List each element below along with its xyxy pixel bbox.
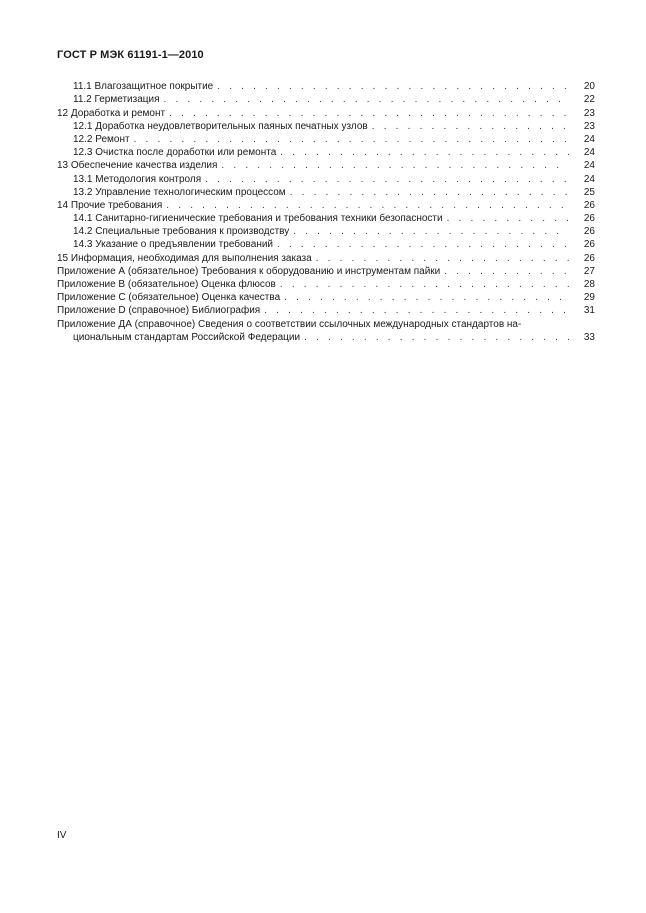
toc-entry[interactable] xyxy=(57,120,595,133)
toc-entry[interactable] xyxy=(57,225,595,238)
toc-entry-label: 13.1 Методология контроля xyxy=(73,173,202,185)
toc-entry-page: 27 xyxy=(583,265,595,277)
toc-entry-label: циональным стандартам Российской Федерации xyxy=(73,331,301,343)
toc-entry-page: 29 xyxy=(583,292,595,304)
dot-leader xyxy=(164,93,569,106)
dot-leader xyxy=(217,80,569,93)
toc-entry-page: 26 xyxy=(583,252,595,264)
dot-leader xyxy=(444,265,569,278)
toc-entry-page: 26 xyxy=(583,213,595,225)
document-header: ГОСТ Р МЭК 61191-1—2010 xyxy=(57,49,204,61)
toc-entry-page: 31 xyxy=(583,305,595,317)
toc-entry-page: 24 xyxy=(583,147,595,159)
toc-entry-label: 13 Обеспечение качества изделия xyxy=(57,160,218,172)
dot-leader xyxy=(169,107,569,120)
dot-leader xyxy=(264,304,569,317)
toc-entry[interactable] xyxy=(57,172,595,185)
toc-entry-page: 24 xyxy=(583,160,595,172)
toc-entry-label: 13.2 Управление технологическим процессом xyxy=(73,186,286,198)
dot-leader xyxy=(284,291,569,304)
dot-leader xyxy=(290,186,569,199)
toc-entry-label: 12 Доработка и ремонт xyxy=(57,107,166,119)
dot-leader xyxy=(372,120,569,133)
toc-entry-page: 26 xyxy=(583,239,595,251)
toc-entry[interactable] xyxy=(57,251,595,264)
toc-entry-label: 11.1 Влагозащитное покрытие xyxy=(73,81,214,93)
toc-entry-label: Приложение С (обязательное) Оценка качества xyxy=(57,292,281,304)
dot-leader xyxy=(447,212,569,225)
toc-entry-label: Приложение А (обязательное) Требования к оборудованию и инструментам пайки xyxy=(57,265,441,277)
toc-entry-page: 23 xyxy=(583,107,595,119)
toc-entry[interactable] xyxy=(57,212,595,225)
dot-leader xyxy=(166,199,569,212)
page-number: IV xyxy=(57,830,67,841)
toc-entry-label: 11.2 Герметизация xyxy=(73,94,160,106)
toc-entry-label: 14.3 Указание о предъявлении требований xyxy=(73,239,274,251)
toc-entry-page: 28 xyxy=(583,279,595,290)
dot-leader xyxy=(134,133,569,146)
toc-entry[interactable] xyxy=(57,146,595,159)
toc-entry-page: 24 xyxy=(583,133,595,145)
toc-entry[interactable] xyxy=(57,304,595,317)
toc-entry-label: Приложение D (справочное) Библиография xyxy=(57,305,261,317)
toc-entry-page: 24 xyxy=(583,173,595,185)
dot-leader xyxy=(280,146,569,159)
toc-entry-page: 26 xyxy=(583,226,595,238)
toc-entry[interactable] xyxy=(57,199,595,212)
toc-entry-page: 22 xyxy=(583,94,595,106)
toc-entry[interactable] xyxy=(57,93,595,106)
toc-entry[interactable] xyxy=(57,265,595,278)
toc-entry-label: 14.1 Санитарно-гигиенические требования и требования техники безопасности xyxy=(73,213,443,225)
toc-entry-label: 14.2 Специальные требования к производству xyxy=(73,226,290,238)
table-of-contents xyxy=(57,80,595,344)
toc-entry-page: 25 xyxy=(583,186,595,198)
toc-entry-multiline-first[interactable] xyxy=(57,317,595,330)
toc-entry-label: 12.1 Доработка неудовлетворительных паяных печатных узлов xyxy=(73,120,368,132)
toc-entry[interactable] xyxy=(57,278,595,291)
toc-entry-label: 14 Прочие требования xyxy=(57,199,163,211)
toc-entry-label: 12.2 Ремонт xyxy=(73,133,130,145)
dot-leader xyxy=(316,252,569,265)
toc-entry[interactable] xyxy=(57,106,595,119)
toc-entry[interactable] xyxy=(57,291,595,304)
toc-entry-label: Приложение В (обязательное) Оценка флюсов xyxy=(57,279,276,290)
dot-leader xyxy=(221,159,569,172)
dot-leader xyxy=(277,238,569,251)
dot-leader xyxy=(205,173,569,186)
toc-entry[interactable] xyxy=(57,159,595,172)
toc-entry[interactable] xyxy=(57,238,595,251)
dot-leader xyxy=(293,225,569,238)
toc-entry[interactable] xyxy=(57,186,595,199)
toc-entry-multiline-second[interactable] xyxy=(57,331,595,344)
toc-entry-label: 15 Информация, необходимая для выполнения заказа xyxy=(57,252,312,264)
toc-entry-label: 12.3 Очистка после доработки или ремонта xyxy=(73,147,277,159)
toc-entry-page: 26 xyxy=(583,199,595,211)
toc-entry[interactable] xyxy=(57,133,595,146)
toc-entry-page: 20 xyxy=(583,81,595,93)
toc-entry-page: 23 xyxy=(583,120,595,132)
toc-entry[interactable] xyxy=(57,80,595,93)
toc-entry-page: 33 xyxy=(583,331,595,343)
dot-leader xyxy=(280,278,569,291)
toc-entry-label: Приложение ДА (справочное) Сведения о соответствии ссылочных международных стандартов на- xyxy=(57,318,522,330)
dot-leader xyxy=(304,331,569,344)
